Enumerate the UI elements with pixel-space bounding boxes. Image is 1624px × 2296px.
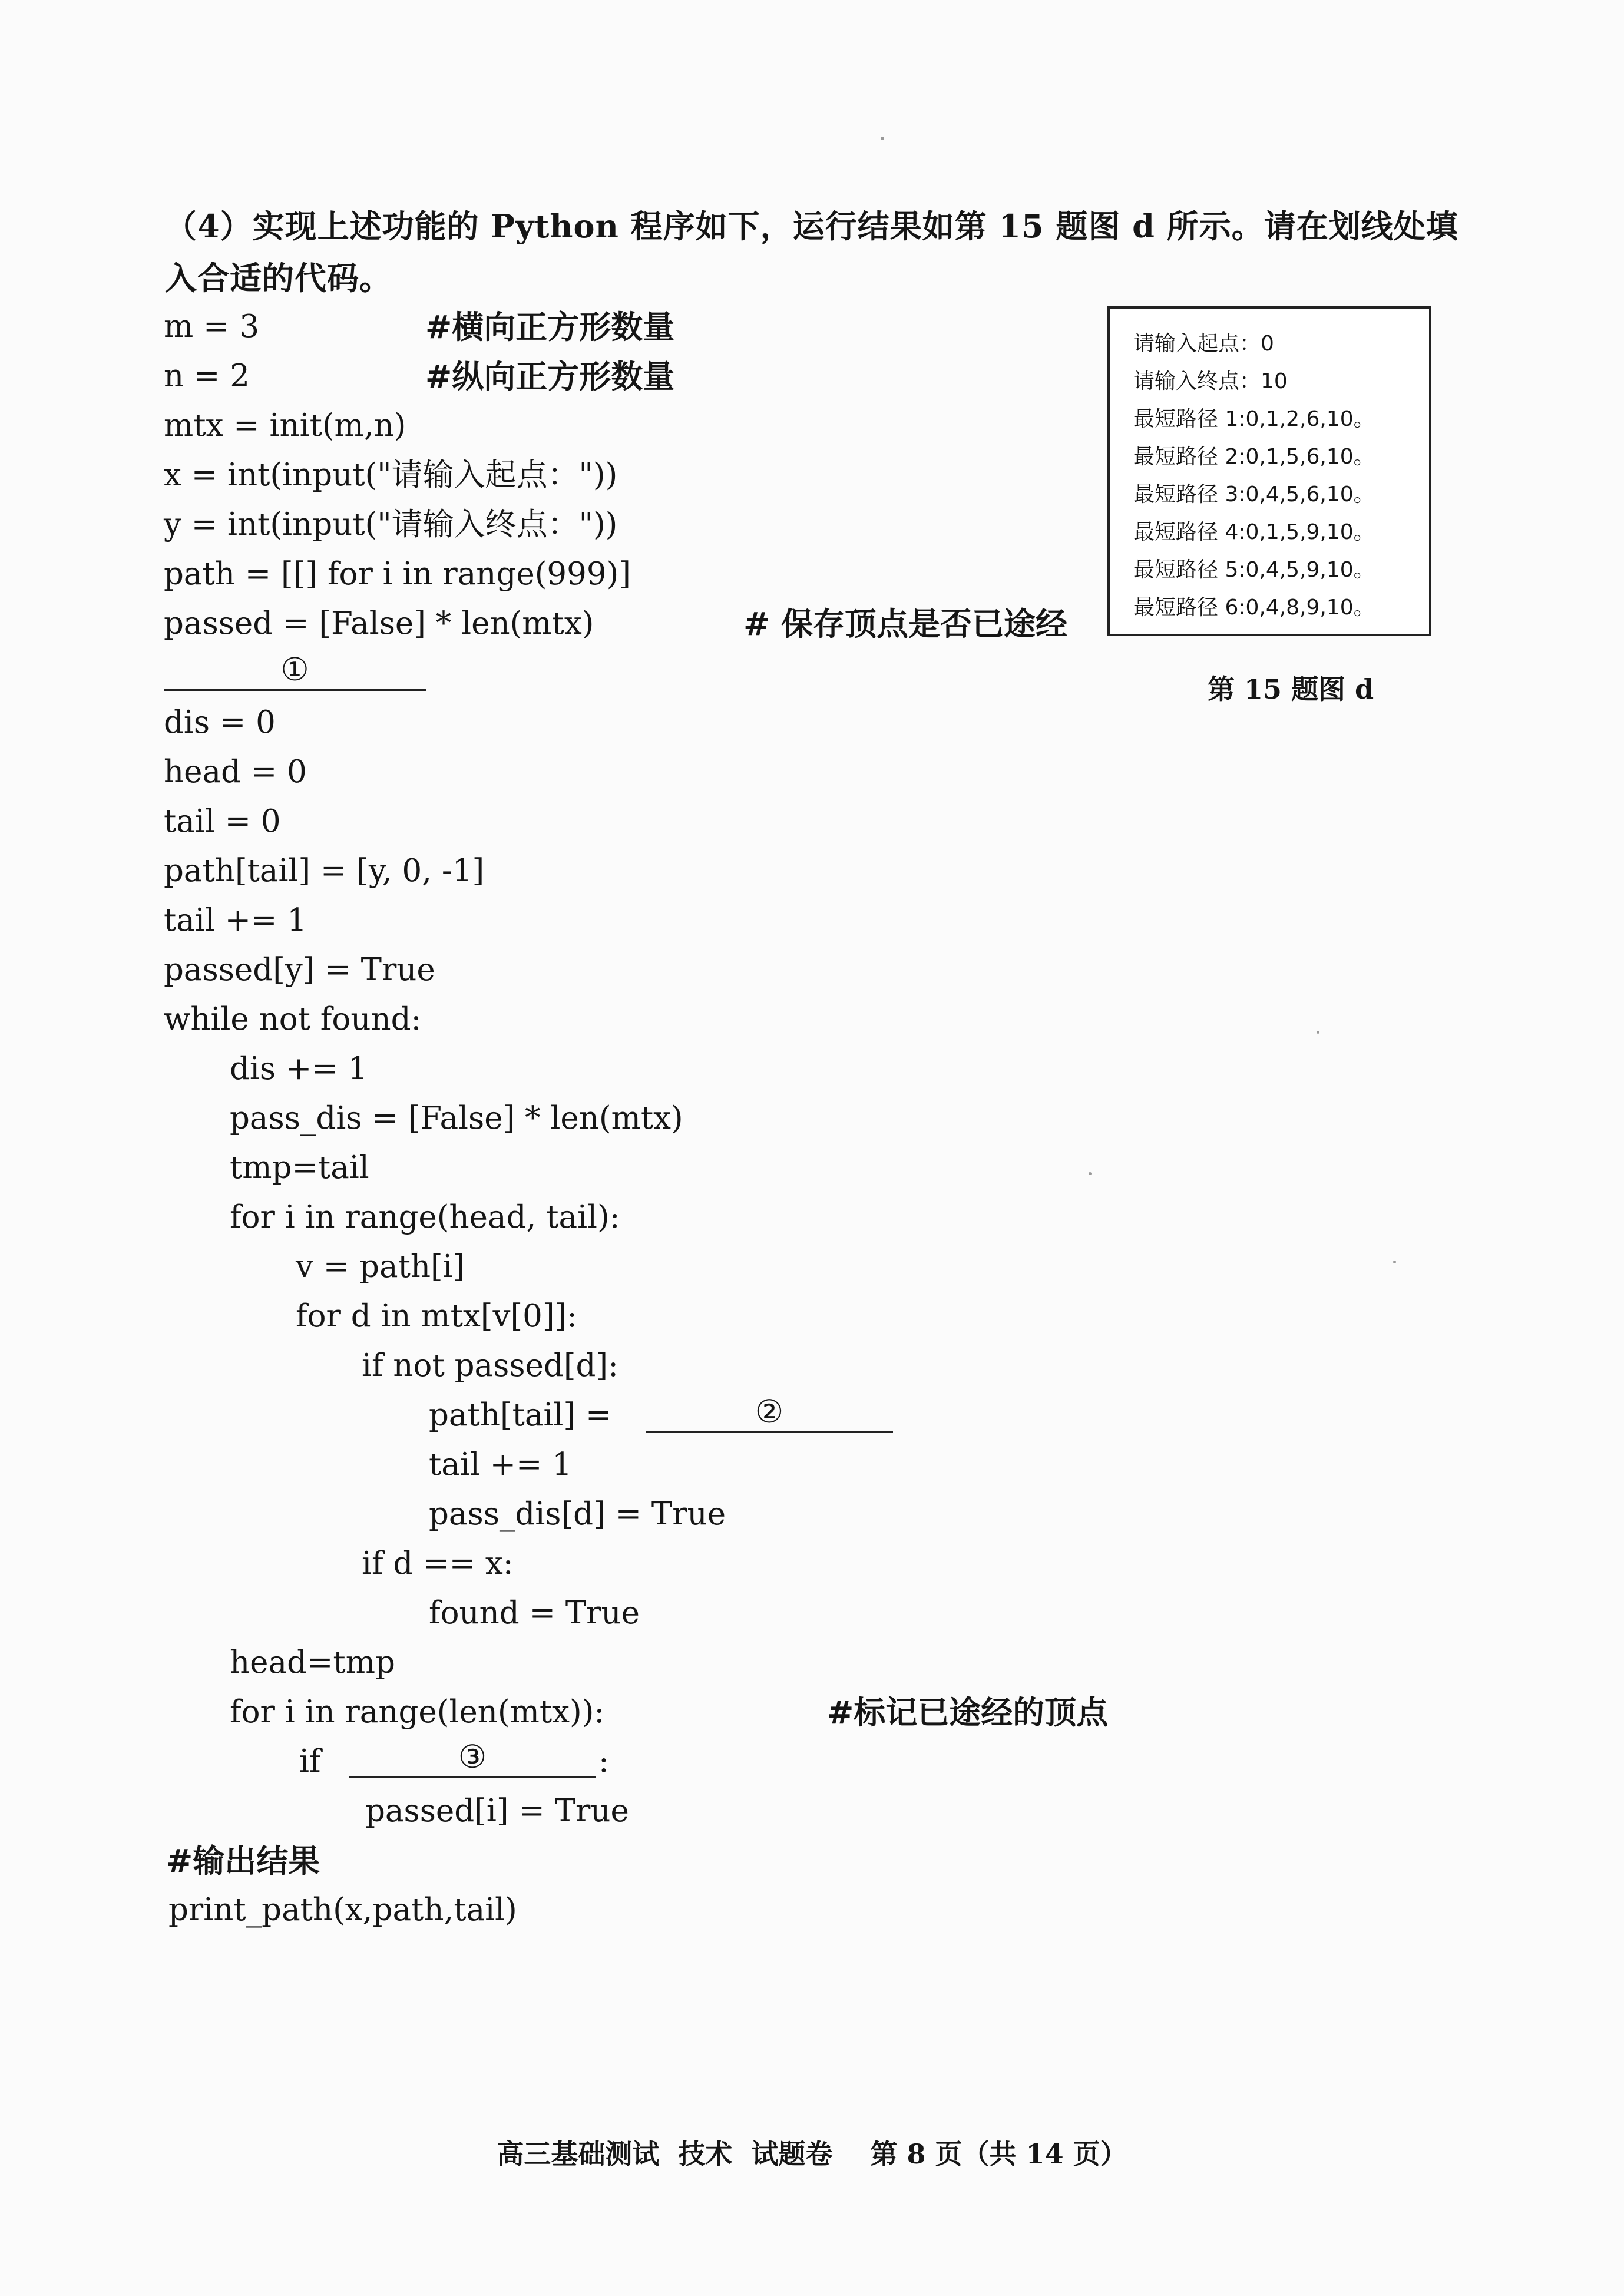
code-line-x: x = int(input("请输入起点：")) xyxy=(164,457,618,493)
code-line-m: m = 3 xyxy=(164,309,260,345)
code-line-for-mark: for i in range(len(mtx)): xyxy=(230,1694,605,1730)
result-line: 最短路径 1:0,1,2,6,10。 xyxy=(1133,407,1375,431)
result-line: 最短路径 3:0,4,5,6,10。 xyxy=(1133,482,1375,507)
scan-speck xyxy=(881,137,884,140)
result-line: 请输入终点：10 xyxy=(1133,369,1288,393)
question-intro: （4）实现上述功能的 Python 程序如下，运行结果如第 15 题图 d 所示。请在划线处填入合适的代码。 xyxy=(165,207,1458,297)
figure-caption: 第 15 题图 d xyxy=(1208,673,1374,705)
code-line-tail-increment-2: tail += 1 xyxy=(429,1447,573,1483)
answer-blank-1[interactable] xyxy=(164,650,426,691)
blank-number-3: ③ xyxy=(458,1738,487,1775)
comment-passed-vertices: # 保存顶点是否已途经 xyxy=(743,605,1068,643)
code-line-y: y = int(input("请输入终点：")) xyxy=(164,507,618,542)
code-line-head-tmp: head=tmp xyxy=(230,1645,395,1680)
code-line-dis: dis = 0 xyxy=(164,704,276,740)
code-line-tail: tail = 0 xyxy=(164,803,281,839)
code-line-if-3: if xyxy=(299,1743,321,1779)
code-line-path-tail: path[tail] = [y, 0, -1] xyxy=(164,853,485,889)
scan-speck xyxy=(1089,1172,1092,1175)
code-line-n: n = 2 xyxy=(164,358,250,394)
blank-number-2: ② xyxy=(755,1393,784,1430)
code-line-dis-increment: dis += 1 xyxy=(230,1051,368,1087)
code-line-passed-i: passed[i] = True xyxy=(365,1793,629,1829)
result-line: 最短路径 4:0,1,5,9,10。 xyxy=(1133,520,1375,544)
code-line-passed-y: passed[y] = True xyxy=(164,952,435,988)
code-line-found: found = True xyxy=(429,1595,640,1631)
code-line-pass-dis-d: pass_dis[d] = True xyxy=(429,1496,726,1532)
result-line: 最短路径 5:0,4,5,9,10。 xyxy=(1133,558,1375,582)
code-line-tmp: tmp=tail xyxy=(230,1150,369,1186)
code-line-tail-increment: tail += 1 xyxy=(164,902,307,938)
comment-vertical-count: #纵向正方形数量 xyxy=(425,358,675,395)
answer-blank-3[interactable] xyxy=(349,1738,596,1778)
comment-output-result: #输出结果 xyxy=(166,1842,320,1880)
code-line-print-path: print_path(x,path,tail) xyxy=(168,1892,517,1928)
code-line-pass-dis: pass_dis = [False] * len(mtx) xyxy=(230,1100,683,1136)
code-line-if-not-passed: if not passed[d]: xyxy=(362,1348,618,1384)
result-line: 最短路径 2:0,1,5,6,10。 xyxy=(1133,445,1375,469)
result-line: 请输入起点：0 xyxy=(1133,332,1274,356)
code-line-path: path = [[] for i in range(999)] xyxy=(164,556,631,592)
result-output-box xyxy=(1107,306,1431,636)
code-line-while: while not found: xyxy=(164,1001,422,1037)
code-line-for-i: for i in range(head, tail): xyxy=(230,1199,620,1235)
page-footer: 高三基础测试 技术 试题卷 第 8 页（共 14 页） xyxy=(497,2138,1127,2170)
code-colon: : xyxy=(598,1743,609,1779)
code-line-if-d-equals-x: if d == x: xyxy=(362,1546,514,1582)
code-line-passed: passed = [False] * len(mtx) xyxy=(164,606,594,641)
code-line-mtx: mtx = init(m,n) xyxy=(164,408,406,444)
comment-mark-vertices: #标记已途经的顶点 xyxy=(827,1693,1109,1731)
code-line-path-assign: path[tail] = xyxy=(429,1397,612,1433)
blank-number-1: ① xyxy=(280,651,309,688)
code-line-v: v = path[i] xyxy=(296,1249,465,1285)
code-line-head: head = 0 xyxy=(164,754,307,790)
scan-speck xyxy=(1393,1261,1396,1263)
scan-speck xyxy=(1317,1031,1319,1034)
comment-horizontal-count: #横向正方形数量 xyxy=(425,308,675,346)
result-line: 最短路径 6:0,4,8,9,10。 xyxy=(1133,595,1375,620)
answer-blank-2[interactable] xyxy=(646,1392,893,1433)
code-line-for-d: for d in mtx[v[0]]: xyxy=(296,1298,578,1334)
